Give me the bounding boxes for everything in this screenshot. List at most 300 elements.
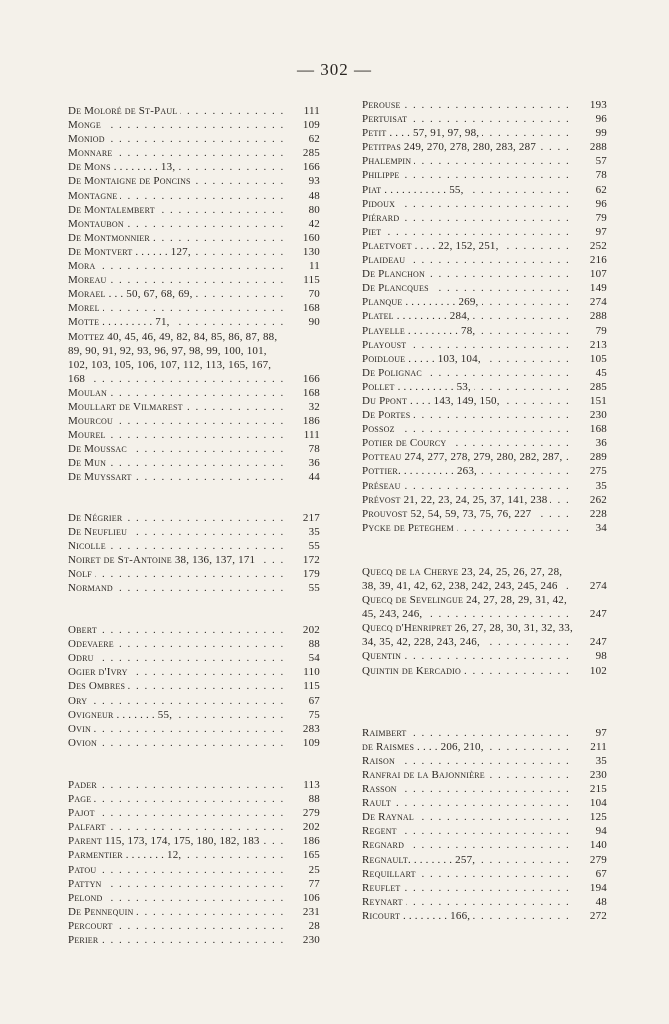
index-entry-name: Possoz . . . xyxy=(362,422,575,436)
index-entry xyxy=(362,338,607,352)
index-entry xyxy=(362,281,607,295)
index-entry-page: 193 xyxy=(589,99,607,111)
index-entry-name: De Moussac . . . xyxy=(68,442,288,456)
index-entry-name: De Montvert . . . . . . 127, . . . xyxy=(68,245,288,259)
index-entry-page: 274 xyxy=(589,580,607,592)
index-entry-page: 75 xyxy=(308,708,320,721)
index-entry xyxy=(362,464,607,478)
index-entry-page: 160 xyxy=(302,231,320,244)
index-entry xyxy=(68,160,320,174)
index-entry-page: 149 xyxy=(589,282,607,295)
index-entry-page: 96 xyxy=(595,113,607,126)
index-entry xyxy=(68,679,320,693)
index-entry xyxy=(362,754,607,768)
index-entry xyxy=(68,637,320,651)
index-entry-name: Piat . . . . . . . . . . . 55, . . . xyxy=(362,183,575,197)
index-entry-page: 57 xyxy=(595,155,607,168)
index-entry-name: Préseau . . . xyxy=(362,479,575,493)
index-entry xyxy=(68,217,320,231)
index-entry xyxy=(68,567,320,581)
index-entry xyxy=(68,414,320,428)
index-entry-name: Morael . . . 50, 67, 68, 69, . . . xyxy=(68,287,288,301)
index-entry-name: Quentin . . . xyxy=(362,649,575,663)
index-entry xyxy=(68,651,320,665)
index-entry xyxy=(68,820,320,834)
index-entry-page: 279 xyxy=(302,807,320,820)
index-entry-page: 289 xyxy=(589,451,607,464)
index-entry-page: 247 xyxy=(589,608,607,621)
index-entry xyxy=(362,408,607,422)
index-entry xyxy=(362,824,607,838)
index-entry xyxy=(68,132,320,146)
index-letter-group xyxy=(68,778,320,947)
index-entry xyxy=(362,838,607,852)
index-letter-group xyxy=(362,98,607,535)
index-entry-page: 115 xyxy=(303,274,320,287)
index-entry-name: Montaubon . . . xyxy=(68,217,288,231)
index-entry xyxy=(68,736,320,750)
index-entry xyxy=(68,722,320,736)
index-entry-name: Planque . . . . . . . . . 269, . . . xyxy=(362,295,575,309)
index-entry xyxy=(68,708,320,722)
index-entry-page: 285 xyxy=(589,380,607,393)
index-entry xyxy=(68,581,320,595)
index-entry-name: Motte . . . . . . . . . 71, . . . xyxy=(68,315,288,329)
index-entry xyxy=(68,203,320,217)
index-entry xyxy=(362,565,607,593)
index-entry-page: 216 xyxy=(589,254,607,267)
index-entry-name: Reuflet . . . xyxy=(362,881,575,895)
index-entry-page: 99 xyxy=(595,127,607,140)
index-entry-page: 104 xyxy=(589,797,607,810)
index-entry xyxy=(362,909,607,923)
index-entry-name: Ovion . . . xyxy=(68,736,288,750)
index-entry-name: de Raismes . . . . 206, 210, . . . xyxy=(362,740,575,754)
index-entry-name: Rault . . . xyxy=(362,796,575,810)
index-entry-name: Platel . . . . . . . . . 284, . . . xyxy=(362,309,575,323)
index-entry-name: Pattyn . . . xyxy=(68,877,288,891)
index-entry-page: 288 xyxy=(589,310,607,323)
index-entry-name: Mottez 40, 45, 46, 49, 82, 84, 85, 86, 87, 88, 89, 90, 91, 92, 93, 96, 97, 98, 99, 100, 101, 102, 103, 105, 106, 107, 112, 113, 165, 167, 168 . . . xyxy=(68,330,288,386)
index-entry-page: 78 xyxy=(595,169,607,182)
index-entry xyxy=(68,118,320,132)
index-entry xyxy=(362,493,607,507)
index-entry-page: 151 xyxy=(589,394,607,407)
index-entry-page: 168 xyxy=(302,302,320,315)
index-entry-page: 213 xyxy=(589,338,607,351)
index-entry-page: 55 xyxy=(308,582,320,594)
index-entry-page: 230 xyxy=(302,933,320,946)
index-entry-page: 11 xyxy=(309,260,320,273)
index-entry-page: 32 xyxy=(308,400,320,413)
index-entry-page: 186 xyxy=(302,835,320,848)
index-entry-page: 28 xyxy=(308,919,320,932)
index-entry-name: Pader . . . xyxy=(68,778,288,792)
index-entry xyxy=(68,245,320,259)
index-entry xyxy=(68,511,320,525)
index-entry-name: Playoust . . . xyxy=(362,338,575,352)
index-entry-name: Pycke de Peteghem . . . xyxy=(362,521,575,535)
index-entry xyxy=(68,877,320,891)
index-entry xyxy=(68,553,320,567)
index-entry-name: Palfart . . . xyxy=(68,820,288,834)
index-column-right xyxy=(362,98,607,923)
index-entry xyxy=(68,301,320,315)
index-entry-name: Odru . . . xyxy=(68,651,288,665)
index-entry xyxy=(362,168,607,182)
index-entry xyxy=(68,806,320,820)
index-entry-page: 186 xyxy=(302,415,320,428)
index-entry-name: Rasson . . . xyxy=(362,782,575,796)
index-entry xyxy=(362,450,607,464)
index-entry-page: 62 xyxy=(595,183,607,196)
index-entry-name: Mourcou . . . xyxy=(68,414,288,428)
index-entry-name: Ory . . . xyxy=(68,694,288,708)
index-entry-name: Potier de Courcy . . . xyxy=(362,436,575,450)
index-entry-name: Odevaere . . . xyxy=(68,637,288,651)
index-entry xyxy=(68,848,320,862)
index-entry xyxy=(362,649,607,663)
index-entry xyxy=(68,231,320,245)
index-entry-page: 77 xyxy=(308,877,320,890)
index-entry-name: Ranfrai de la Bajonnière . . . xyxy=(362,768,575,782)
index-entry-name: Plaetvoet . . . . 22, 152, 251, . . . xyxy=(362,239,575,253)
index-entry xyxy=(68,905,320,919)
index-entry xyxy=(362,479,607,493)
index-entry-name: De Mun . . . xyxy=(68,456,288,470)
index-entry-page: 275 xyxy=(589,465,607,478)
index-entry-name: Requillart . . . xyxy=(362,867,575,881)
index-entry-name: Parent 115, 173, 174, 175, 180, 182, 183 . . . xyxy=(68,834,288,848)
index-entry-page: 94 xyxy=(595,825,607,838)
index-entry-page: 279 xyxy=(589,853,607,866)
index-entry-page: 36 xyxy=(595,437,607,450)
index-entry-name: De Montaigne de Poncins . . . xyxy=(68,174,288,188)
index-entry-page: 215 xyxy=(589,783,607,796)
index-letter-group xyxy=(362,726,607,923)
index-entry-name: Quecq de Sevelingue 24, 27, 28, 29, 31, 42, 45, 243, 246, . . . xyxy=(362,593,575,621)
index-entry-page: 130 xyxy=(302,245,320,258)
index-entry-name: Moulan . . . xyxy=(68,386,288,400)
index-entry-name: De Pennequin . . . xyxy=(68,905,288,919)
index-entry-page: 36 xyxy=(308,457,320,470)
index-entry xyxy=(362,98,607,112)
index-entry xyxy=(362,810,607,824)
index-entry-page: 172 xyxy=(302,553,320,566)
index-entry-page: 70 xyxy=(308,288,320,301)
index-entry-page: 230 xyxy=(589,768,607,781)
index-entry-page: 166 xyxy=(302,161,320,174)
index-entry xyxy=(68,442,320,456)
index-entry-page: 48 xyxy=(595,895,607,908)
index-entry-name: Moullart de Vilmarest . . . xyxy=(68,400,288,414)
index-entry-page: 165 xyxy=(302,849,320,862)
index-entry-name: Raimbert . . . xyxy=(362,726,575,740)
index-entry xyxy=(362,507,607,521)
index-entry-page: 202 xyxy=(302,821,320,834)
index-entry-page: 109 xyxy=(302,736,320,749)
index-entry-name: Prouvost 52, 54, 59, 73, 75, 76, 227 . . . xyxy=(362,507,575,521)
index-entry-name: De Moloré de St-Paul . . . xyxy=(68,104,288,118)
index-entry-name: Normand . . . xyxy=(68,581,288,595)
index-entry-name: Pajot . . . xyxy=(68,806,288,820)
index-entry-name: Piérard . . . xyxy=(362,211,575,225)
index-entry-page: 93 xyxy=(308,175,320,188)
index-entry-page: 79 xyxy=(595,324,607,337)
index-entry-page: 96 xyxy=(595,197,607,210)
index-entry-name: Perouse . . . xyxy=(362,98,575,112)
index-entry-page: 97 xyxy=(595,726,607,739)
index-entry-page: 252 xyxy=(589,239,607,252)
index-entry-page: 179 xyxy=(302,567,320,580)
index-entry-name: De Portes . . . xyxy=(362,408,575,422)
index-entry-name: De Polignac . . . xyxy=(362,366,575,380)
index-entry-page: 285 xyxy=(302,147,320,160)
index-entry xyxy=(68,665,320,679)
index-entry-name: Quecq de la Cherye 23, 24, 25, 26, 27, 28, 38, 39, 41, 42, 62, 238, 242, 243, 245, 246 . . . xyxy=(362,565,575,593)
index-entry-page: 288 xyxy=(589,141,607,154)
index-entry xyxy=(68,919,320,933)
index-entry-page: 125 xyxy=(589,811,607,824)
index-entry-name: Monge . . . xyxy=(68,118,288,132)
index-entry xyxy=(68,891,320,905)
index-entry-page: 228 xyxy=(589,507,607,520)
index-entry xyxy=(68,792,320,806)
index-entry-name: Montagne . . . xyxy=(68,189,288,203)
index-letter-group xyxy=(68,623,320,750)
index-entry-page: 67 xyxy=(595,867,607,880)
index-entry-name: Noiret de St-Antoine 38, 136, 137, 171 . . . xyxy=(68,553,288,567)
index-entry xyxy=(68,456,320,470)
index-column-left xyxy=(68,104,320,947)
index-entry xyxy=(362,126,607,140)
index-entry-page: 217 xyxy=(302,511,320,524)
index-entry xyxy=(68,778,320,792)
index-entry xyxy=(362,140,607,154)
index-entry xyxy=(362,782,607,796)
index-entry xyxy=(362,324,607,338)
index-entry-name: Page . . . xyxy=(68,792,288,806)
index-entry-name: Moniod . . . xyxy=(68,132,288,146)
index-entry-name: Moreau . . . xyxy=(68,273,288,287)
index-entry xyxy=(362,394,607,408)
index-entry-name: Ogier d'Ivry . . . xyxy=(68,665,288,679)
index-entry-name: Nolf . . . xyxy=(68,567,288,581)
index-entry-name: Ricourt . . . . . . . . 166, . . . xyxy=(362,909,575,923)
index-entry xyxy=(362,211,607,225)
index-entry-name: De Plancques . . . xyxy=(362,281,575,295)
index-entry xyxy=(362,867,607,881)
index-entry xyxy=(68,428,320,442)
index-entry-page: 247 xyxy=(589,636,607,649)
index-entry xyxy=(362,253,607,267)
index-entry xyxy=(362,197,607,211)
index-entry-name: De Mons . . . . . . . . 13, . . . xyxy=(68,160,288,174)
index-entry-page: 44 xyxy=(308,471,320,484)
index-entry-page: 48 xyxy=(308,189,320,202)
index-entry xyxy=(68,174,320,188)
index-entry-name: Regent . . . xyxy=(362,824,575,838)
index-entry xyxy=(68,470,320,484)
index-entry-name: Perier . . . xyxy=(68,933,288,947)
index-entry xyxy=(362,239,607,253)
index-entry-page: 34 xyxy=(595,521,607,534)
index-letter-group xyxy=(68,511,320,596)
index-entry-name: De Négrier . . . xyxy=(68,511,288,525)
index-entry-name: Regnault. . . . . . . . 257, . . . xyxy=(362,853,575,867)
index-entry xyxy=(68,694,320,708)
index-entry xyxy=(362,521,607,535)
index-entry-page: 88 xyxy=(308,793,320,806)
index-letter-group xyxy=(362,565,607,678)
index-entry-page: 35 xyxy=(595,479,607,492)
index-entry xyxy=(362,366,607,380)
index-entry-name: Obert . . . xyxy=(68,623,288,637)
index-entry-name: Playelle . . . . . . . . . 78, . . . xyxy=(362,324,575,338)
index-entry-page: 111 xyxy=(303,429,320,442)
index-entry xyxy=(68,834,320,848)
index-entry-name: Raison . . . xyxy=(362,754,575,768)
index-entry-name: De Neuflieu . . . xyxy=(68,525,288,539)
index-entry-name: Pertuisat . . . xyxy=(362,112,575,126)
index-entry-page: 168 xyxy=(589,423,607,436)
index-entry-page: 54 xyxy=(308,652,320,665)
index-entry xyxy=(362,593,607,621)
index-entry-page: 113 xyxy=(303,778,320,791)
index-entry xyxy=(68,330,320,386)
index-entry-name: De Raynal . . . xyxy=(362,810,575,824)
index-entry-name: Nicolle . . . xyxy=(68,539,288,553)
index-entry-name: Philippe . . . xyxy=(362,168,575,182)
index-entry xyxy=(362,740,607,754)
index-entry-page: 102 xyxy=(589,664,607,677)
index-entry-page: 55 xyxy=(308,539,320,552)
index-entry xyxy=(362,352,607,366)
index-entry-page: 80 xyxy=(308,203,320,216)
index-entry xyxy=(68,933,320,947)
index-entry-page: 35 xyxy=(595,754,607,767)
index-entry xyxy=(362,895,607,909)
index-entry-page: 62 xyxy=(308,133,320,146)
index-entry-name: De Montmonnier . . . xyxy=(68,231,288,245)
index-entry-name: Potteau 274, 277, 278, 279, 280, 282, 287, . . . xyxy=(362,450,575,464)
index-entry-name: De Muyssart . . . xyxy=(68,470,288,484)
index-letter-group xyxy=(68,104,320,485)
index-entry-page: 25 xyxy=(308,863,320,876)
index-entry xyxy=(68,273,320,287)
index-entry-page: 35 xyxy=(308,525,320,538)
index-entry-page: 78 xyxy=(308,443,320,456)
index-entry xyxy=(68,259,320,273)
index-entry-page: 115 xyxy=(303,680,320,693)
index-entry xyxy=(68,525,320,539)
index-entry-page: 211 xyxy=(590,740,607,753)
index-entry-page: 272 xyxy=(589,909,607,922)
index-entry-name: Regnard . . . xyxy=(362,838,575,852)
index-entry-name: Pollet . . . . . . . . . . 53, . . . xyxy=(362,380,575,394)
index-entry-name: Prévost 21, 22, 23, 24, 25, 37, 141, 238 . . . xyxy=(362,493,575,507)
index-entry-name: Reynart . . . xyxy=(362,895,575,909)
index-entry xyxy=(362,183,607,197)
index-entry-name: Ovin . . . xyxy=(68,722,288,736)
index-entry-name: Phalempin . . . xyxy=(362,154,575,168)
index-entry-name: Poidloue . . . . . 103, 104, . . . xyxy=(362,352,575,366)
index-entry xyxy=(68,104,320,118)
index-entry-name: Morel . . . xyxy=(68,301,288,315)
index-entry-name: Du Ppont . . . . 143, 149, 150, . . . xyxy=(362,394,575,408)
index-entry-name: Quintin de Kercadio . . . xyxy=(362,664,575,678)
index-entry xyxy=(68,400,320,414)
index-entry-page: 168 xyxy=(302,386,320,399)
index-entry xyxy=(68,315,320,329)
index-entry xyxy=(362,422,607,436)
index-entry xyxy=(68,623,320,637)
index-entry-name: Petit . . . . 57, 91, 97, 98, . . . xyxy=(362,126,575,140)
index-entry xyxy=(362,295,607,309)
index-entry xyxy=(68,189,320,203)
index-entry-page: 110 xyxy=(303,666,320,679)
index-entry xyxy=(362,621,607,649)
index-entry-page: 98 xyxy=(595,650,607,663)
index-entry-name: Pelond . . . xyxy=(68,891,288,905)
index-entry-page: 231 xyxy=(302,905,320,918)
index-entry-page: 274 xyxy=(589,296,607,309)
index-entry-page: 88 xyxy=(308,638,320,651)
index-entry-name: Patou . . . xyxy=(68,863,288,877)
index-entry-page: 140 xyxy=(589,839,607,852)
index-entry-name: Quecq d'Henripret 26, 27, 28, 30, 31, 32, 33, 34, 35, 42, 228, 243, 246, . . . xyxy=(362,621,575,649)
index-entry-page: 90 xyxy=(308,316,320,329)
index-entry-name: Ovigneur . . . . . . . 55, . . . xyxy=(68,708,288,722)
index-entry xyxy=(68,539,320,553)
index-entry xyxy=(362,796,607,810)
index-entry-page: 79 xyxy=(595,211,607,224)
index-entry xyxy=(68,287,320,301)
index-entry xyxy=(68,146,320,160)
index-entry-page: 45 xyxy=(595,366,607,379)
index-entry-page: 202 xyxy=(302,624,320,637)
page-number-header: — 302 — xyxy=(297,60,372,79)
index-entry-page: 166 xyxy=(302,372,320,385)
index-entry xyxy=(362,768,607,782)
index-entry xyxy=(362,380,607,394)
index-entry xyxy=(362,267,607,281)
index-entry-page: 107 xyxy=(589,268,607,281)
index-entry-name: Mourel . . . xyxy=(68,428,288,442)
index-entry-name: Monnare . . . xyxy=(68,146,288,160)
index-entry-page: 230 xyxy=(589,409,607,422)
index-entry xyxy=(362,112,607,126)
index-entry xyxy=(362,436,607,450)
index-entry-page: 97 xyxy=(595,225,607,238)
index-entry xyxy=(362,309,607,323)
index-entry-name: Mora . . . xyxy=(68,259,288,273)
index-entry-page: 109 xyxy=(302,119,320,132)
index-entry-page: 106 xyxy=(302,891,320,904)
index-entry-page: 111 xyxy=(303,105,320,117)
index-entry-name: Percourt . . . xyxy=(68,919,288,933)
index-entry-page: 283 xyxy=(302,722,320,735)
index-entry xyxy=(362,664,607,678)
index-entry-name: De Montalembert . . . xyxy=(68,203,288,217)
index-entry-name: Des Ombres . . . xyxy=(68,679,288,693)
index-entry xyxy=(68,863,320,877)
index-entry xyxy=(68,386,320,400)
index-entry xyxy=(362,154,607,168)
index-entry-page: 105 xyxy=(589,352,607,365)
index-entry-name: Piet . . . xyxy=(362,225,575,239)
index-entry-name: Petitpas 249, 270, 278, 280, 283, 287 . . . xyxy=(362,140,575,154)
